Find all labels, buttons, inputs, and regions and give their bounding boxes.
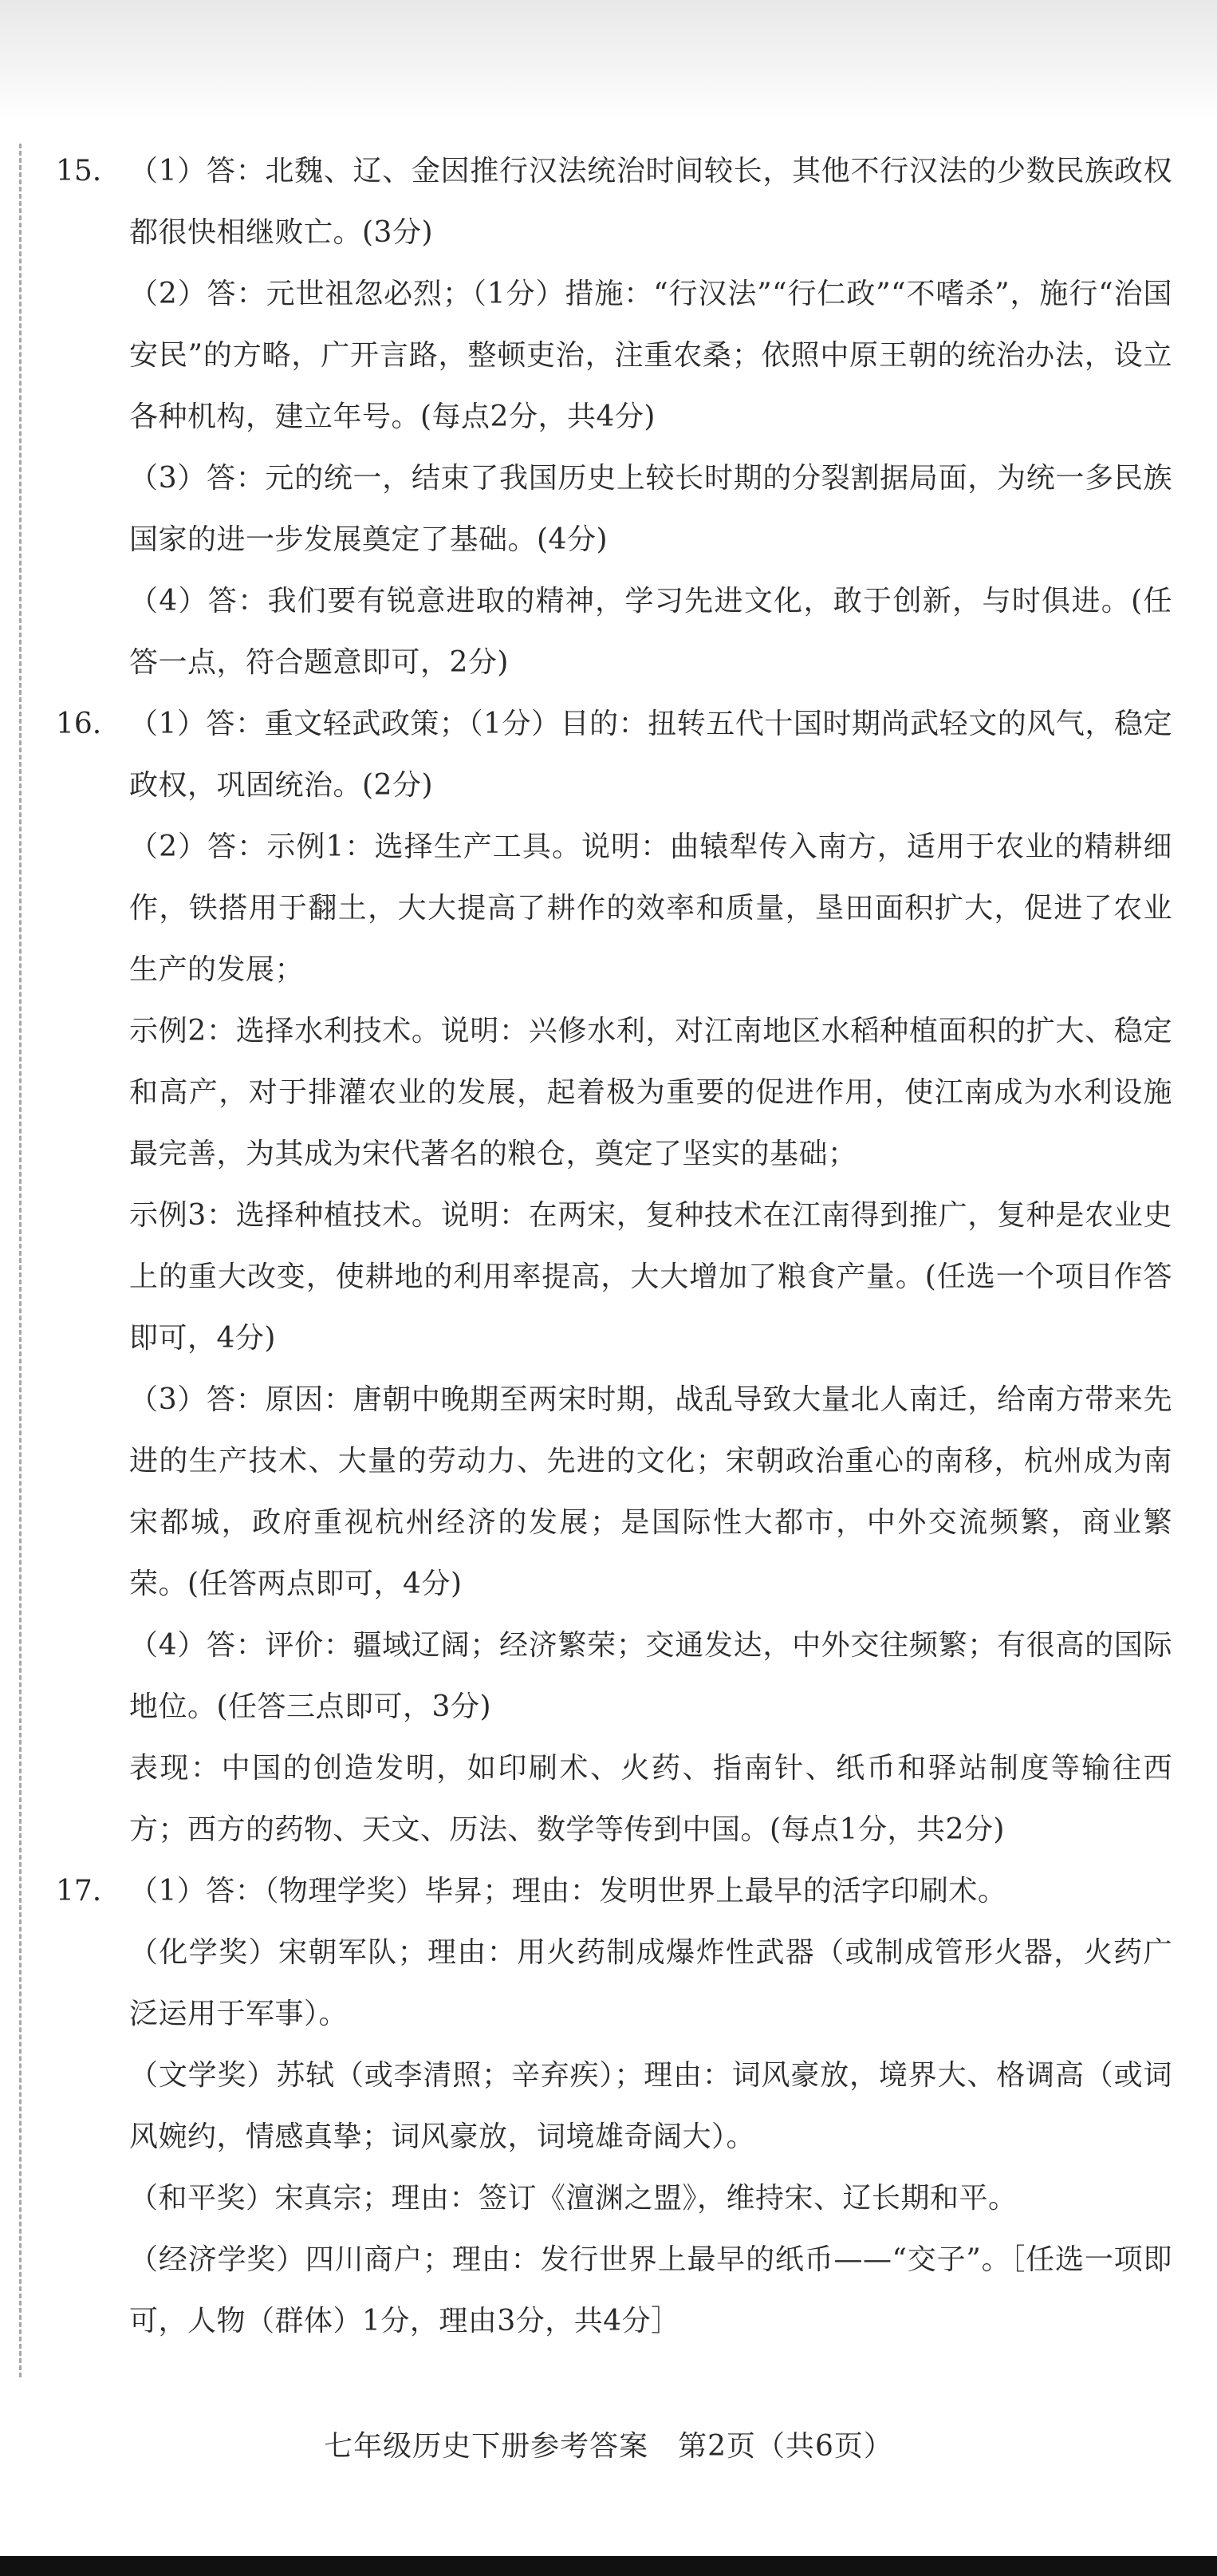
answer-paragraph: （和平奖）宋真宗；理由：签订《澶渊之盟》，维持宋、辽长期和平。 [129, 2182, 1018, 2215]
scan-top-shadow [0, 0, 1217, 120]
question-17 [56, 1860, 1172, 2352]
answer-paragraph: （2）答：元世祖忽必烈；（1分）措施：“行汉法”“行仁政”“不嗜杀”，施行“治国安民”的方略，广开言路，整顿吏治，注重农桑；依照中原王朝的统治办法，设立各种机构，建立年号。(每点2分，共4分) [129, 278, 1172, 433]
answer-paragraph: （3）答：元的统一，结束了我国历史上较长时期的分裂割据局面，为统一多民族国家的进一步发展奠定了基础。(4分) [129, 462, 1172, 556]
answer-paragraph: （文学奖）苏轼（或李清照；辛弃疾）；理由：词风豪放，境界大、格调高（或词风婉约，情感真挚；词风豪放，词境雄奇阔大）。 [129, 2059, 1172, 2153]
answer-paragraph: （4）答：我们要有锐意进取的精神，学习先进文化，敢于创新，与时俱进。(任答一点，符合题意即可，2分) [129, 585, 1172, 679]
answer-paragraph: 示例2：选择水利技术。说明：兴修水利，对江南地区水稻种植面积的扩大、稳定和高产，对于排灌农业的发展，起着极为重要的促进作用，使江南成为水利设施最完善，为其成为宋代著名的粮仓，奠定了坚实的基础； [129, 1015, 1172, 1170]
scan-bottom-edge [0, 2556, 1217, 2576]
answer-paragraph: （经济学奖）四川商户；理由：发行世界上最早的纸币——“交子”。［任选一项即可，人物（群体）1分，理由3分，共4分］ [129, 2243, 1172, 2337]
answer-paragraph: （4）答：评价：疆域辽阔；经济繁荣；交通发达，中外交往频繁；有很高的国际地位。(任答三点即可，3分) [129, 1629, 1172, 1723]
answer-paragraph: （1）答：（物理学奖）毕昇；理由：发明世界上最早的活字印刷术。 [129, 1875, 1007, 1907]
answer-paragraph: 表现：中国的创造发明，如印刷术、火药、指南针、纸币和驿站制度等输往西方；西方的药物、天文、历法、数学等传到中国。(每点1分，共2分) [129, 1752, 1172, 1846]
answer-paragraph: （3）答：原因：唐朝中晚期至两宋时期，战乱导致大量北人南迁，给南方带来先进的生产技术、大量的劳动力、先进的文化；宋朝政治重心的南移，杭州成为南宋都城，政府重视杭州经济的发展；是国际性大都市，中外交流频繁，商业繁荣。(任答两点即可，4分) [129, 1383, 1172, 1600]
answer-content [56, 140, 1172, 2352]
answer-paragraph: （2）答：示例1：选择生产工具。说明：曲辕犁传入南方，适用于农业的精耕细作，铁搭用于翻土，大大提高了耕作的效率和质量，垦田面积扩大，促进了农业生产的发展； [129, 830, 1172, 986]
question-number: 16. [56, 708, 102, 740]
page-footer: 七年级历史下册参考答案 第2页（共6页） [324, 2430, 893, 2463]
question-16 [56, 693, 1172, 1860]
question-15 [56, 140, 1172, 693]
question-number: 17. [56, 1875, 102, 1907]
binding-dashed-line [19, 144, 22, 2377]
answer-paragraph: （1）答：重文轻武政策；（1分）目的：扭转五代十国时期尚武轻文的风气，稳定政权，巩固统治。(2分) [129, 708, 1172, 802]
answer-paragraph: 示例3：选择种植技术。说明：在两宋，复种技术在江南得到推广，复种是农业史上的重大改变，使耕地的利用率提高，大大增加了粮食产量。(任选一个项目作答即可，4分) [129, 1199, 1172, 1355]
question-number: 15. [56, 155, 102, 187]
answer-paragraph: （1）答：北魏、辽、金因推行汉法统治时间较长，其他不行汉法的少数民族政权都很快相继败亡。(3分) [129, 155, 1172, 249]
answer-paragraph: （化学奖）宋朝军队；理由：用火药制成爆炸性武器（或制成管形火器，火药广泛运用于军事）。 [129, 1936, 1172, 2030]
